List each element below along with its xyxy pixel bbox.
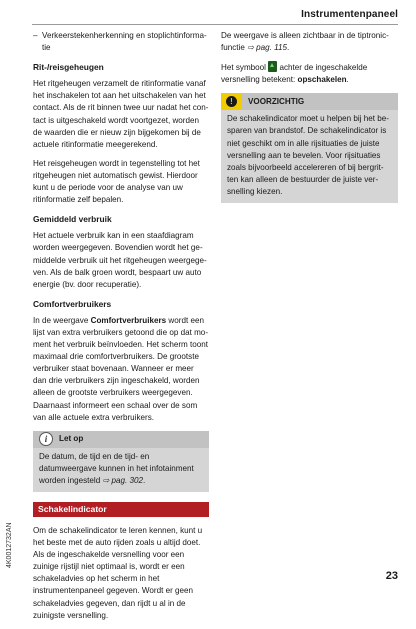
left-column [33,30,209,629]
warning-title: VOORZICHTIG [248,96,305,106]
warning-body: De schakelindicator moet u helpen bij het besparen van brandstof. De schakelindicator is niet geschikt om in alle rijsituaties de juiste versnelling aan te bevelen. Voor rijsituaties zoals bijvoorbeeld accelereren of bij bergritten kan alleen de bestuurder de juiste versnelling kiezen. [227,114,389,196]
list-item [33,30,209,54]
note-box [33,431,209,492]
bold-term: opschakelen [297,75,347,85]
page-number: 23 [385,570,398,582]
paragraph-gemiddeld-verbruik: Het actuele verbruik kan in een staafdiagram worden weergegeven. Bovendien wordt het gemiddelde verbruik uit het ritgeheugen weergegeven. Als de balk groen wordt, bespaart uw auto energie (bv. door recuperatie). [33,231,207,289]
document-code: 4K0012732AN [6,522,13,568]
note-title: Let op [59,434,84,444]
text-fragment: wordt een lijst van extra verbruikers getoond die op dat moment het verbruik beïnvloeden. Het scherm toont maximaal drie comfortverbruikers. De grootste verbruiker staat bovenaan. Wanneer er meer dan drie verbruikers zijn ingeschakeld, worden alleen de grootste verbruikers weergegeven. Daarnaast informeert een schaal over de som van alle actuele extra verbruikers. [33,315,209,422]
page-reference-link[interactable]: ⇨ pag. 302 [102,475,143,485]
info-icon: i [39,432,53,446]
paragraph-ritgeheugen: Het ritgeheugen verzamelt de ritinformatie vanaf het inschakelen tot aan het uitschakelen van het contact. Als de rit binnen twee uur nadat het contact is uitgeschakeld wordt voortgezet, worden de waarden die er nieuw zijn bijgekomen bij de actuele ritinformatie meegerekend. [33,79,209,149]
right-column [221,30,398,211]
text-fragment: achter de ingeschakelde versnelling betekent: [221,63,368,85]
text-fragment: . [287,43,290,53]
text-fragment: . [143,475,146,485]
page-header-title: Instrumentenpaneel [301,9,398,20]
note-body [33,448,209,492]
upshift-arrow-icon [268,61,277,72]
section-title-schakelindicator: Schakelindicator [33,502,209,517]
heading-rit-reisgeheugen: Rit-/reisgeheugen [33,62,104,73]
bold-term: Comfortverbruikers [90,315,167,325]
list-item-text: Verkeerstekenherkenning en stoplichtinformatie [42,31,207,53]
paragraph-schakelindicator: Om de schakelindicator te leren kennen, kunt u het beste met de auto rijden zoals u altijd doet. Als de ingeschakelde versnelling voor een zuinige rijstijl niet optimaal is, wordt er een schakeladvies op het scherm in het instrumentenpaneel gegeven. Wordt er geen schakeladvies gegeven, dan rijdt u al in de zuinigste versnelling. [33,526,203,620]
note-text: De datum, de tijd en de tijd- en datumweergave kunnen in het infotainment worden ingesteld [39,451,194,485]
paragraph-reisgeheugen: Het reisgeheugen wordt in tegenstelling tot het ritgeheugen niet automatisch gewist. Hierdoor kunt u de periode voor de analyse van uw ritinformatie zelf bepalen. [33,158,200,205]
heading-comfortverbruikers: Comfortverbruikers [33,298,112,309]
note-header [33,431,209,448]
warning-box [221,93,398,203]
paragraph-tiptronic [221,30,398,54]
header-rule [32,24,398,25]
list-dash: – [33,31,38,40]
page-reference-link[interactable]: ⇨ pag. 115 [247,43,288,53]
warning-icon-badge [221,93,242,110]
text-fragment: De weergave is alleen zichtbaar in de tiptronicfunctie [221,31,389,53]
heading-gemiddeld-verbruik: Gemiddeld verbruik [33,214,112,225]
text-fragment: . [346,75,349,85]
paragraph-upshift-symbol [221,61,398,86]
paragraph-comfortverbruikers [33,315,209,424]
warning-header [221,93,398,110]
text-fragment: Het symbool [221,63,269,73]
warning-icon: ! [225,95,238,108]
text-fragment: In de weergave [33,315,91,325]
